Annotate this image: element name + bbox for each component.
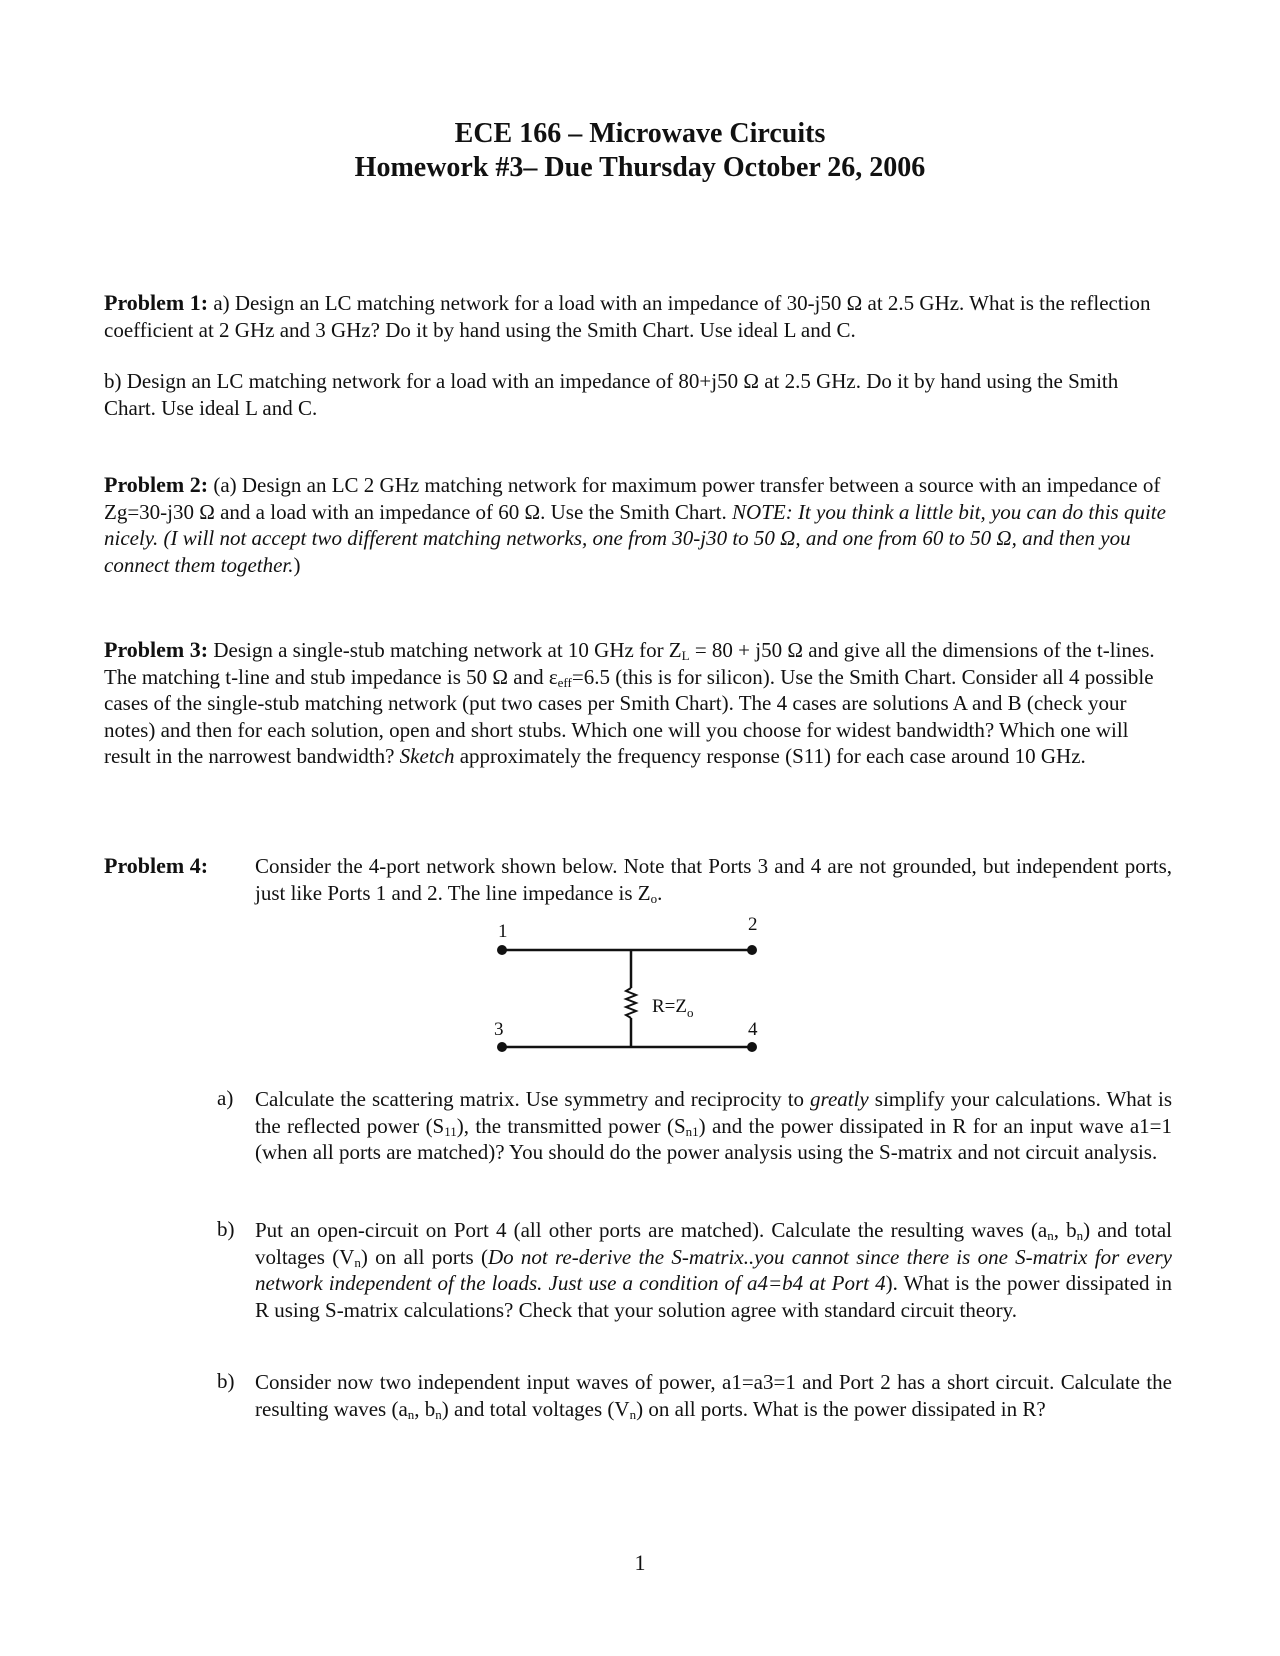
port-3-terminal [497, 1042, 507, 1052]
problem-3-text-3: =6.5 (this is for silicon). Use the Smith Chart. Consider all 4 possible cases of the single-stub matching network (put two cases per Smith Chart). The 4 cases are solutions A and B (check your notes) and then for each solution, open and short stubs. Which one will you choose for widest bandwidth? Which one will result in the narrowest bandwidth? [104, 664, 1154, 768]
part-c-sub1: n [407, 1406, 415, 1422]
problem-2 [104, 472, 1172, 578]
problem-1-label: Problem 1: [104, 290, 209, 315]
part-c-t3: ) and total voltages (V [441, 1396, 630, 1421]
part-c-t4: ) on all ports. What is the power dissipated in R? [636, 1396, 1046, 1421]
part-a-t3: ), the transmitted power (S [456, 1113, 686, 1138]
problem-4-label: Problem 4: [104, 853, 209, 878]
problem-1a-text: a) Design an LC matching network for a load with an impedance of 30-j50 Ω at 2.5 GHz. What is the reflection coefficient at 2 GHz and 3 GHz? Do it by hand using the Smith Chart. Use ideal L and C. [104, 291, 1151, 342]
port-1-terminal [497, 945, 507, 955]
problem-2-label: Problem 2: [104, 472, 209, 497]
part-b-t1: Put an open-circuit on Port 4 (all other ports are matched). Calculate the resulting waves (a [255, 1218, 1048, 1242]
sn1-subscript: n1 [685, 1123, 699, 1139]
resistor-zigzag [626, 988, 636, 1018]
problem-2-note: NOTE: It you think a little bit, you can do this quite nicely. (I will not accept two different matching networks, one from 30-j30 to 50 Ω, and one from 60 to 50 Ω, and then you connect them together. [104, 499, 1166, 577]
resistor-label-sub: o [687, 1005, 694, 1020]
port-1-label: 1 [498, 921, 508, 942]
problem-4-intro [255, 853, 1172, 906]
greatly-word: greatly [810, 1087, 869, 1111]
part-b-sub3: n [354, 1254, 361, 1270]
zo-subscript: o [650, 890, 658, 906]
part-b-sub1: n [1047, 1228, 1054, 1243]
part-a-label: a) [217, 1086, 234, 1110]
problem-3-label: Problem 3: [104, 637, 209, 662]
part-c-t2: , b [414, 1396, 436, 1421]
resistor-label [652, 996, 694, 1020]
problem-1b [104, 368, 1172, 421]
port-2-label: 2 [748, 914, 758, 935]
part-b-label: b) [217, 1217, 235, 1241]
problem-1b-text: b) Design an LC matching network for a load with an impedance of 80+j50 Ω at 2.5 GHz. Do it by hand using the Smith Chart. Use ideal L and C. [104, 369, 1119, 420]
problem-2-close: ) [293, 552, 301, 577]
part-b-italic-note: Do not re-derive the S-matrix..you cannot since there is one S-matrix for every network independent of the loads. Just use a condition of a4=b4 at Port 4 [255, 1244, 1172, 1295]
problem-1 [104, 290, 1172, 343]
four-port-circuit-diagram [480, 914, 800, 1070]
homework-title: Homework #3– Due Thursday October 26, 2006 [354, 152, 926, 183]
part-c-t1: Consider now two independent input waves of power, a1=a3=1 and Port 2 has a short circuit. Calculate the resulting waves (a [255, 1370, 1172, 1421]
part-c-text [255, 1369, 1172, 1422]
part-a-t4: ) and the power dissipated in R for an input wave a1=1 (when all ports are matched)? You should do the power analysis using the S-matrix and not circuit analysis. [255, 1113, 1173, 1164]
part-b-t2: , b [1053, 1218, 1077, 1242]
problem-4-intro-text: Consider the 4-port network shown below. Note that Ports 3 and 4 are not grounded, but independent ports, just like Ports 1 and 2. The line impedance is Z [255, 854, 1172, 905]
part-c-label: b) [217, 1369, 235, 1393]
port-3-label: 3 [494, 1019, 504, 1040]
port-4-terminal [747, 1042, 757, 1052]
part-c-sub2: n [435, 1406, 442, 1422]
part-b-text [255, 1217, 1172, 1323]
part-b-sub2: n [1076, 1228, 1084, 1243]
port-2-terminal [747, 945, 757, 955]
part-b-t3: ) and total voltages (V [255, 1218, 1173, 1269]
part-b-t4: ) on all ports ( [360, 1244, 488, 1269]
problem-3-text-1: Design a single-stub matching network at 10 GHz for Z [208, 638, 682, 662]
problem-3 [104, 637, 1172, 770]
problem-2-text: (a) Design an LC 2 GHz matching network for maximum power transfer between a source with an impedance of Zg=30-j30 Ω and a load with an impedance of 60 Ω. Use the Smith Chart. [104, 473, 1161, 524]
s11-subscript: 11 [444, 1123, 457, 1139]
part-a-t1: Calculate the scattering matrix. Use symmetry and reciprocity to [255, 1087, 811, 1111]
course-title: ECE 166 – Microwave Circuits [454, 118, 826, 149]
eff-subscript: eff [557, 674, 572, 690]
zl-subscript: L [681, 648, 690, 663]
part-b-t5: ). What is the power dissipated in R using S-matrix calculations? Check that your solution agree with standard circuit theory. [255, 1271, 1172, 1322]
resistor-label-text: R=Z [652, 996, 687, 1017]
part-a-t2: simplify your calculations. What is the reflected power (S [255, 1087, 1172, 1138]
problem-3-text-4: approximately the frequency response (S11) for each case around 10 GHz. [454, 744, 1086, 768]
part-a-text [255, 1086, 1172, 1166]
problem-3-text-2: = 80 + j50 Ω and give all the dimensions of the t-lines. The matching t-line and stub impedance is 50 Ω and ε [104, 638, 1155, 689]
port-4-label: 4 [748, 1019, 758, 1040]
problem-4-intro-end: . [657, 880, 663, 905]
part-c-sub3: n [629, 1406, 637, 1422]
page-number: 1 [634, 1550, 646, 1575]
sketch-word: Sketch [399, 744, 455, 768]
